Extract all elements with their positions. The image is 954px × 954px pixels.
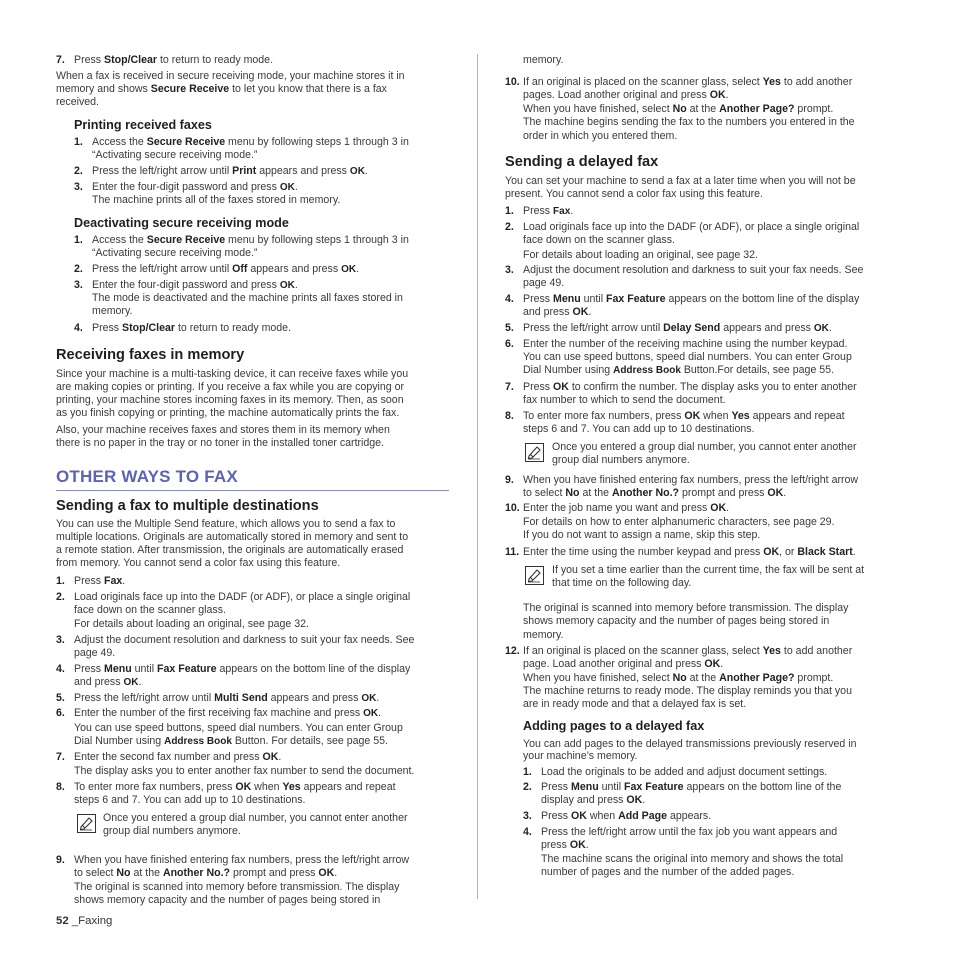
step-number: 3. [505, 264, 514, 276]
paragraph-line: You can use the Multiple Send feature, which allows you to send a fax to [56, 518, 396, 530]
step-number: 8. [56, 781, 65, 793]
note-icon [77, 814, 96, 833]
note-text: group dial numbers anymore. [103, 825, 241, 837]
step-text: face down on the scanner glass. [523, 234, 675, 246]
note-text: group dial numbers anymore. [552, 454, 690, 466]
note-text: Once you entered a group dial number, you cannot enter another [552, 441, 857, 453]
step-number: 7. [56, 54, 65, 66]
step-text: You can use speed buttons, speed dial numbers. You can enter Group [523, 351, 852, 363]
paragraph-line: memory. [523, 54, 564, 66]
paragraph-line: your machine’s memory. [523, 750, 638, 762]
paragraph-line: You can add pages to the delayed transmissions previously reserved in [523, 738, 857, 750]
step-text: Press Menu until Fax Feature appears on the bottom line of the display [523, 293, 860, 305]
paragraph-line: memory and shows Secure Receive to let you know that there is a fax [56, 83, 387, 95]
step-text: Load originals face up into the DADF (or ADF), or place a single original [523, 221, 860, 233]
step-text: The machine begins sending the fax to the numbers you entered in the [523, 116, 855, 128]
step-text: page 49. [74, 647, 116, 659]
step-text: Press the left/right arrow until Delay Send appears and press OK. [523, 322, 832, 334]
paragraph-line: as you finish copying or printing, the machine automatically prints the fax. [56, 407, 400, 419]
step-text: Dial Number using Address Book Button. For details, see page 55. [74, 735, 388, 747]
note-text: Once you entered a group dial number, you cannot enter another [103, 812, 408, 824]
page-footer: 52 _Faxing [56, 915, 113, 927]
step-number: 2. [74, 263, 83, 275]
step-text: The mode is deactivated and the machine prints all faxes stored in [92, 292, 403, 304]
step-text: Press Stop/Clear to return to ready mode. [92, 322, 292, 334]
paragraph-line: When a fax is received in secure receiving mode, your machine stores it in [56, 70, 405, 82]
step-number: 1. [74, 136, 83, 148]
paragraph-line: Since your machine is a multi-tasking device, it can receive faxes while you [56, 368, 409, 380]
step-number: 2. [56, 591, 65, 603]
paragraph-line: You can set your machine to send a fax at a later time when you will not be [505, 175, 856, 187]
step-text: Press Fax. [523, 205, 574, 217]
step-number: 12. [505, 645, 520, 657]
step-text: display and press OK. [541, 794, 646, 806]
step-text: Press Menu until Fax Feature appears on the bottom line of the [541, 781, 842, 793]
step-number: 8. [505, 410, 514, 422]
step-text: If you do not want to assign a name, skip this step. [523, 529, 761, 541]
step-text: Press the left/right arrow until Multi Send appears and press OK. [74, 692, 380, 704]
step-number: 5. [505, 322, 514, 334]
step-text: When you have finished entering fax numbers, press the left/right arrow [74, 854, 410, 866]
step-number: 7. [56, 751, 65, 763]
paragraph-line: present. You cannot send a color fax using this feature. [505, 188, 763, 200]
paragraph-line: memory. [523, 629, 564, 641]
step-number: 2. [505, 221, 514, 233]
step-number: 3. [523, 810, 532, 822]
step-text: Enter the time using the number keypad and press OK, or Black Start. [523, 546, 856, 558]
step-text: Access the Secure Receive menu by following steps 1 through 3 in [92, 136, 409, 148]
step-number: 6. [505, 338, 514, 350]
step-text: Access the Secure Receive menu by following steps 1 through 3 in [92, 234, 409, 246]
step-text: fax number to which to send the document. [523, 394, 726, 406]
step-text: Press Fax. [74, 575, 126, 587]
step-text: You can use speed buttons, speed dial numbers. You can enter Group [74, 722, 403, 734]
step-text: When you have finished, select No at the Another Page? prompt. [523, 103, 834, 115]
step-text: Enter the number of the first receiving fax machine and press OK. [74, 707, 382, 719]
paragraph-line: received. [56, 96, 99, 108]
paragraph-line: a remote station. After transmission, the originals are automatically erased [56, 544, 404, 556]
step-text: Load originals face up into the DADF (or ADF), or place a single original [74, 591, 411, 603]
step-number: 2. [74, 165, 83, 177]
step-text: shows memory capacity and the number of pages being stored in [74, 894, 381, 906]
step-text: Press the left/right arrow until the fax job you want appears and [541, 826, 838, 838]
step-text: to select No at the Another No.? prompt and press OK. [523, 487, 787, 499]
step-text: and press OK. [74, 676, 142, 688]
step-text: Dial Number using Address Book Button.For details, see page 55. [523, 364, 835, 376]
step-text: memory. [92, 305, 133, 317]
step-text: The original is scanned into memory before transmission. The display [74, 881, 400, 893]
step-text: For details about loading an original, see page 32. [74, 618, 309, 630]
step-text: page. Load another original and press OK. [523, 658, 724, 670]
step-number: 4. [74, 322, 83, 334]
step-text: order in which you entered them. [523, 130, 678, 142]
subsection-heading: Printing received faxes [74, 118, 212, 132]
step-text: number of pages and the number of the added pages. [541, 866, 795, 878]
paragraph-line: shows memory capacity and the number of pages being stored in [523, 615, 830, 627]
step-text: The machine returns to ready mode. The display reminds you that you [523, 685, 852, 697]
step-text: If an original is placed on the scanner glass, select Yes to add another [523, 76, 853, 88]
step-number: 5. [56, 692, 65, 704]
step-number: 6. [56, 707, 65, 719]
step-text: The machine prints all of the faxes stored in memory. [92, 194, 341, 206]
step-text: When you have finished entering fax numbers, press the left/right arrow [523, 474, 859, 486]
paragraph-line: there is no paper in the tray or no toner in the installed toner cartridge. [56, 437, 385, 449]
subsection-heading: Adding pages to a delayed fax [523, 719, 705, 733]
step-text: “Activating secure receiving mode.” [92, 149, 258, 161]
step-text: steps 6 and 7. You can add up to 10 destinations. [74, 794, 306, 806]
step-text: face down on the scanner glass. [74, 604, 226, 616]
step-text: To enter more fax numbers, press OK when Yes appears and repeat [523, 410, 845, 422]
step-text: For details on how to enter alphanumeric characters, see page 29. [523, 516, 835, 528]
step-number: 4. [523, 826, 532, 838]
step-number: 2. [523, 781, 532, 793]
step-text: Press the left/right arrow until Print appears and press OK. [92, 165, 368, 177]
step-number: 9. [505, 474, 514, 486]
step-number: 1. [56, 575, 65, 587]
paragraph-line: Also, your machine receives faxes and stores them in its memory when [56, 424, 390, 436]
step-text: page 49. [523, 277, 565, 289]
note-icon [525, 443, 544, 462]
step-text: Press OK to confirm the number. The display asks you to enter another [523, 381, 857, 393]
step-text: “Activating secure receiving mode.” [92, 247, 258, 259]
step-text: Press Stop/Clear to return to ready mode. [74, 54, 274, 66]
paragraph-line: printing, your machine stores incoming faxes in its memory. Then, as soon [56, 394, 404, 406]
step-text: Adjust the document resolution and darkness to suit your fax needs. See [74, 634, 415, 646]
step-text: Enter the second fax number and press OK. [74, 751, 282, 763]
subsection-heading: Deactivating secure receiving mode [74, 216, 289, 230]
step-text: Enter the job name you want and press OK. [523, 502, 730, 514]
step-number: 1. [505, 205, 514, 217]
chapter-heading: OTHER WAYS TO FAX [56, 467, 238, 486]
step-number: 4. [56, 663, 65, 675]
step-text: The machine scans the original into memory and shows the total [541, 853, 844, 865]
section-heading: Sending a delayed fax [505, 154, 659, 170]
step-number: 3. [74, 279, 83, 291]
note-icon [525, 566, 544, 585]
note-text: that time on the following day. [552, 577, 692, 589]
step-text: and press OK. [523, 306, 592, 318]
step-text: Enter the four-digit password and press OK. [92, 279, 298, 291]
step-number: 7. [505, 381, 514, 393]
step-text: To enter more fax numbers, press OK when Yes appears and repeat [74, 781, 396, 793]
step-text: Adjust the document resolution and darkness to suit your fax needs. See [523, 264, 864, 276]
section-heading: Receiving faxes in memory [56, 347, 245, 363]
heading-rule [56, 490, 449, 491]
step-number: 3. [74, 181, 83, 193]
step-number: 3. [56, 634, 65, 646]
step-text: When you have finished, select No at the Another Page? prompt. [523, 672, 834, 684]
step-text: Press Menu until Fax Feature appears on the bottom line of the display [74, 663, 411, 675]
step-number: 4. [505, 293, 514, 305]
paragraph-line: from memory. You cannot send a color fax using this feature. [56, 557, 341, 569]
step-text: Enter the four-digit password and press OK. [92, 181, 298, 193]
step-text: press OK. [541, 839, 589, 851]
step-text: Press OK when Add Page appears. [541, 810, 712, 822]
step-number: 1. [74, 234, 83, 246]
paragraph-line: multiple locations. Originals are automatically stored in memory and sent to [56, 531, 409, 543]
step-text: The display asks you to enter another fax number to send the document. [74, 765, 415, 777]
section-heading: Sending a fax to multiple destinations [56, 498, 319, 514]
step-text: For details about loading an original, see page 32. [523, 249, 758, 261]
step-text: Press the left/right arrow until Off appears and press OK. [92, 263, 360, 275]
step-number: 1. [523, 766, 532, 778]
step-text: If an original is placed on the scanner glass, select Yes to add another [523, 645, 853, 657]
step-text: are in ready mode and that a delayed fax is set. [523, 698, 747, 710]
step-number: 9. [56, 854, 65, 866]
step-text: Enter the number of the receiving machine using the number keypad. [523, 338, 848, 350]
step-text: pages. Load another original and press OK. [523, 89, 729, 101]
note-text: If you set a time earlier than the current time, the fax will be sent at [552, 564, 865, 576]
paragraph-line: are making copies or printing. If you receive a fax while you are copying or [56, 381, 405, 393]
column-divider [477, 54, 478, 899]
step-number: 11. [505, 546, 520, 558]
step-text: Load the originals to be added and adjust document settings. [541, 766, 828, 778]
step-text: to select No at the Another No.? prompt and press OK. [74, 867, 338, 879]
step-text: steps 6 and 7. You can add up to 10 destinations. [523, 423, 755, 435]
step-number: 10. [505, 502, 520, 514]
paragraph-line: The original is scanned into memory before transmission. The display [523, 602, 849, 614]
step-number: 10. [505, 76, 520, 88]
